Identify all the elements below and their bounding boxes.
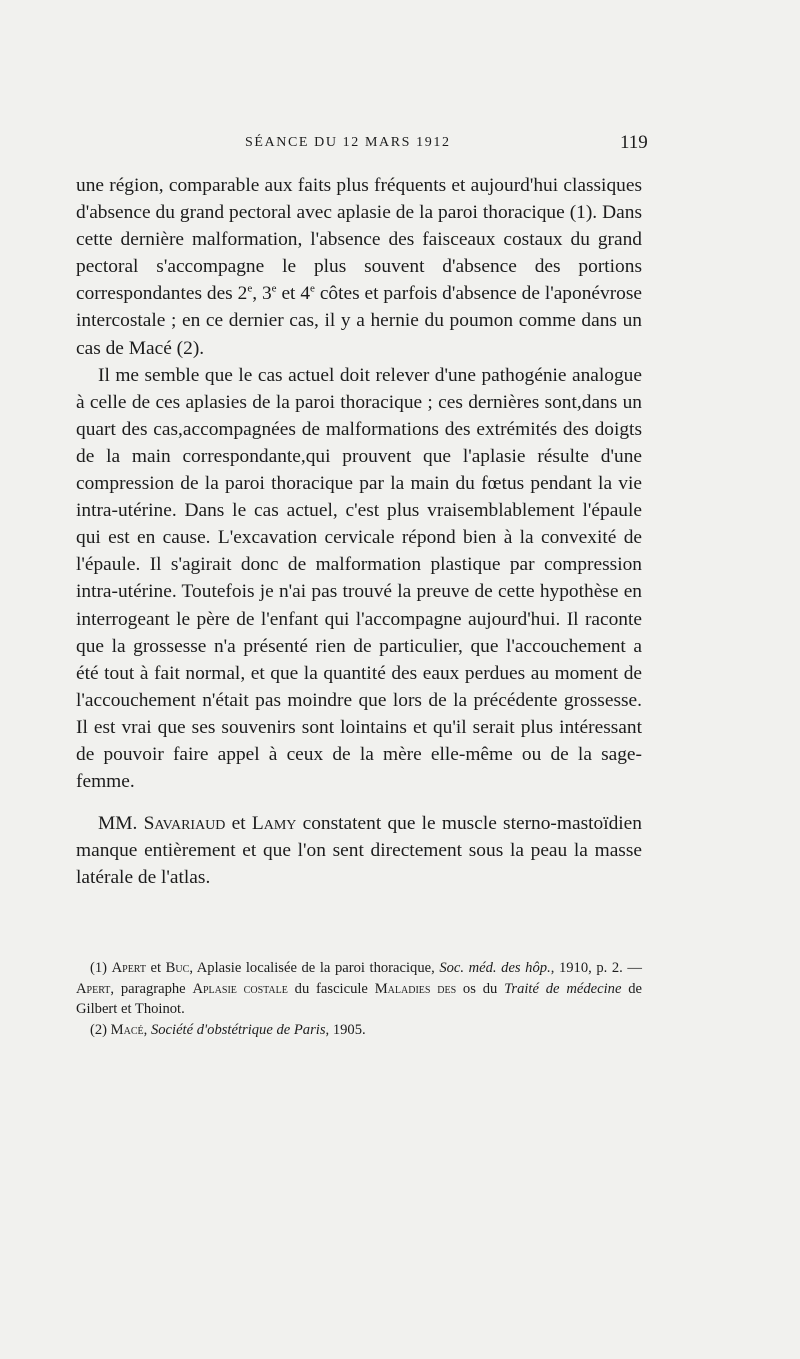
p1-sup-1: e xyxy=(247,282,253,295)
p3-conj: et xyxy=(225,813,252,835)
fn1-t2: , Aplasie localisée de la paroi thoracique, xyxy=(189,960,440,976)
footnotes xyxy=(76,958,642,1040)
p1-text-b: , 3 xyxy=(252,283,272,305)
fn1-book: Traité de médecine xyxy=(504,980,622,997)
fn1-marker: (1) xyxy=(90,960,112,976)
fn1-author-buc: Buc xyxy=(165,960,190,976)
p3-text: constatent que le muscle sterno-mastoïdien manque entièrement et que l'on sent directement sous la peau la masse latérale de l'atlas. xyxy=(76,813,642,889)
p1-text-d: côtes et parfois d'absence de l'aponévrose intercostale ; en ce dernier cas, il y a hernie du poumon comme dans un cas de Macé (2). xyxy=(76,283,642,359)
fn1-t1: et xyxy=(145,960,166,976)
p3-name-lamy: Lamy xyxy=(251,813,297,835)
running-header xyxy=(0,132,800,159)
fn1-t7: de Gilbert et Thoinot. xyxy=(76,980,642,1017)
p1-sup-2: e xyxy=(271,282,277,295)
fn1-t3: , 1910, p. 2. — xyxy=(550,960,642,976)
fn2-t1: , xyxy=(143,1021,151,1038)
fn2-journal: Société d'obstétrique de Paris xyxy=(150,1021,326,1038)
fn1-section-2: Maladies des xyxy=(374,980,457,997)
fn2-t2: , 1905. xyxy=(325,1021,366,1038)
fn1-t5: du fascicule xyxy=(287,980,375,997)
fn1-author-apert: Apert xyxy=(111,960,146,976)
fn2-author-mace: Macé xyxy=(110,1021,144,1038)
footnote-2 xyxy=(76,1020,642,1041)
p1-text-a: une région, comparable aux faits plus fréquents et aujourd'hui classiques d'absence du grand pectoral avec aplasie de la paroi thoracique (1). Dans cette dernière malformation, l'absence des faisceaux costaux du grand pectoral s'accompagne le plus souvent d'absence des portions correspondantes des 2 xyxy=(76,175,642,305)
p1-sup-3: e xyxy=(310,282,315,295)
fn1-t4: , paragraphe xyxy=(110,980,193,997)
p3-name-savariaud: Savariaud xyxy=(143,813,226,835)
p3-prefix: MM. xyxy=(98,813,144,835)
page-number: 119 xyxy=(620,132,648,153)
fn2-marker: (2) xyxy=(90,1021,111,1038)
footnote-1 xyxy=(76,958,642,1020)
fn1-t6: os du xyxy=(456,980,505,997)
fn1-author-apert-2: Apert xyxy=(76,980,111,997)
fn1-section: Aplasie costale xyxy=(192,980,288,997)
fn1-journal: Soc. méd. des hôp. xyxy=(439,960,551,976)
p1-text-c: et 4 xyxy=(276,283,311,305)
paragraph-2: Il me semble que le cas actuel doit relever d'une pathogénie analogue à celle de ces aplasies de la paroi thoracique ; ces dernières sont,dans un quart des cas,accompagnées de malformations des extrémités des doigts de la main correspondante,qui prouvent que l'aplasie résulte d'une compression de la paroi thoracique par la main du fœtus pendant la vie intra-utérine. Dans le cas actuel, c'est plus vraisemblablement l'épaule qui est en cause. L'excavation cervicale répond bien à la convexité de l'épaule. Il s'agirait donc de malformation plastique par compression intra-utérine. Toutefois je n'ai pas trouvé la preuve de cette hypothèse en interrogeant le père de l'enfant qui l'accompagne aujourd'hui. Il raconte que la grossesse n'a présenté rien de particulier, que l'accouchement a été tout à fait normal, et que la quantité des eaux perdues au moment de l'accouchement n'était pas moindre que lors de la précédente grossesse. Il est vrai que ses souvenirs sont lointains et qu'il serait plus intéressant de pouvoir faire appel à ceux de la mère elle-même ou de la sage-femme. xyxy=(76,364,642,793)
running-title: SÉANCE DU 12 MARS 1912 xyxy=(245,135,451,150)
body-text xyxy=(76,172,642,891)
paragraph-1 xyxy=(76,172,642,362)
paragraph-3 xyxy=(76,810,642,891)
